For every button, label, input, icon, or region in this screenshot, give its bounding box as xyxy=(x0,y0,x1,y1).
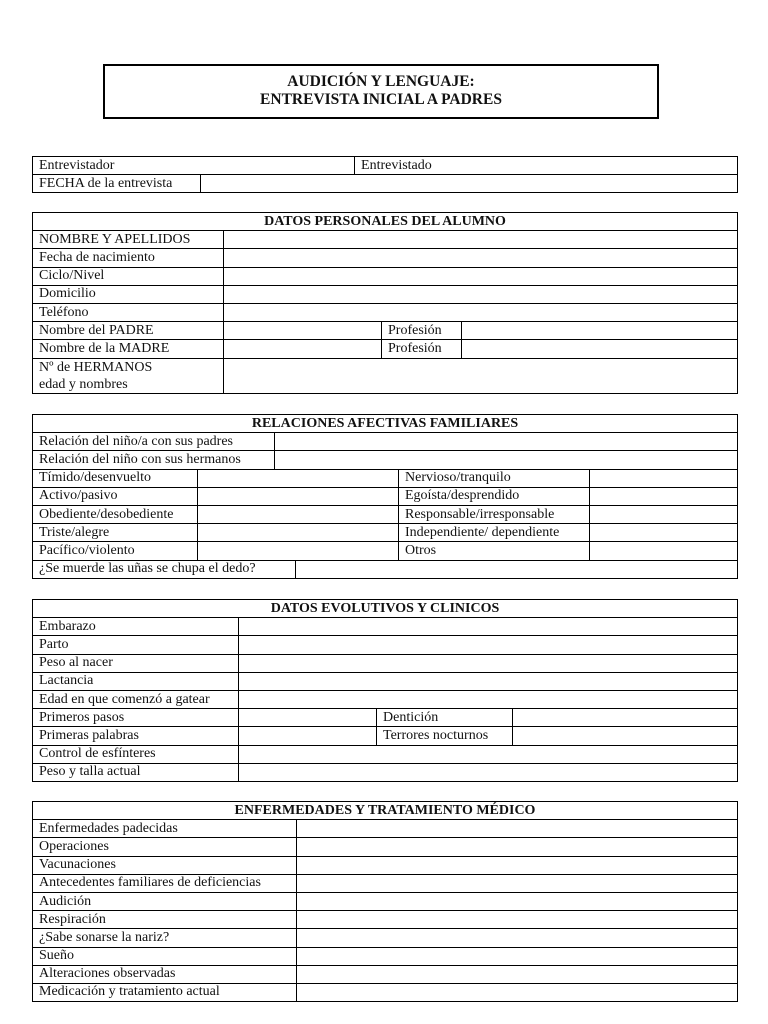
father-profession-field[interactable] xyxy=(462,322,738,340)
disease-row-label: Operaciones xyxy=(33,838,297,856)
mother-label: Nombre de la MADRE xyxy=(33,340,224,358)
trait-label-left: Triste/alegre xyxy=(33,524,198,542)
trait-field-left[interactable] xyxy=(198,524,399,542)
parents-relation-field[interactable] xyxy=(275,433,738,451)
evolution-table xyxy=(32,599,738,782)
cycle-field[interactable] xyxy=(224,267,738,285)
trait-label-right: Egoísta/desprendido xyxy=(399,487,590,505)
personal-heading: DATOS PERSONALES DEL ALUMNO xyxy=(33,213,738,231)
teething-field[interactable] xyxy=(513,709,738,727)
evolution-heading: DATOS EVOLUTIVOS Y CLINICOS xyxy=(33,600,738,618)
pregnancy-field[interactable] xyxy=(239,618,738,636)
trait-field-left[interactable] xyxy=(198,542,399,560)
disease-row-label: Audición xyxy=(33,892,297,910)
title-line-1: AUDICIÓN Y LENGUAJE: xyxy=(287,73,475,90)
disease-row-field[interactable] xyxy=(297,856,738,874)
interview-table xyxy=(32,156,738,193)
sphincter-label: Control de esfínteres xyxy=(33,745,239,763)
siblings-label xyxy=(33,358,224,393)
title-line-2: ENTREVISTA INICIAL A PADRES xyxy=(260,91,502,108)
mother-profession-label: Profesión xyxy=(382,340,462,358)
trait-label-left: Pacífico/violento xyxy=(33,542,198,560)
disease-row-field[interactable] xyxy=(297,892,738,910)
trait-field-right[interactable] xyxy=(590,505,738,523)
interviewer-field[interactable]: Entrevistador xyxy=(33,157,355,175)
trait-label-left: Activo/pasivo xyxy=(33,487,198,505)
phone-label: Teléfono xyxy=(33,303,224,321)
sphincter-field[interactable] xyxy=(239,745,738,763)
disease-row-label: Alteraciones observadas xyxy=(33,965,297,983)
first-words-label: Primeras palabras xyxy=(33,727,239,745)
disease-row-field[interactable] xyxy=(297,874,738,892)
disease-row-label: Medicación y tratamiento actual xyxy=(33,983,297,1001)
disease-row-label: Enfermedades padecidas xyxy=(33,820,297,838)
first-steps-label: Primeros pasos xyxy=(33,709,239,727)
trait-field-left[interactable] xyxy=(198,505,399,523)
disease-row-field[interactable] xyxy=(297,838,738,856)
trait-field-right[interactable] xyxy=(590,469,738,487)
night-terrors-label: Terrores nocturnos xyxy=(377,727,513,745)
trait-field-right[interactable] xyxy=(590,487,738,505)
father-label: Nombre del PADRE xyxy=(33,322,224,340)
disease-row-label: Respiración xyxy=(33,911,297,929)
diseases-table xyxy=(32,801,738,1002)
interviewee-field[interactable]: Entrevistado xyxy=(355,157,738,175)
lactation-field[interactable] xyxy=(239,672,738,690)
nails-field[interactable] xyxy=(296,560,738,578)
disease-row-field[interactable] xyxy=(297,965,738,983)
trait-label-right: Nervioso/tranquilo xyxy=(399,469,590,487)
lactation-label: Lactancia xyxy=(33,672,239,690)
teething-label: Dentición xyxy=(377,709,513,727)
current-size-field[interactable] xyxy=(239,763,738,781)
disease-row-field[interactable] xyxy=(297,820,738,838)
date-field[interactable] xyxy=(201,175,738,193)
first-steps-field[interactable] xyxy=(239,709,377,727)
siblings-label-line-2: edad y nombres xyxy=(39,376,128,392)
disease-row-field[interactable] xyxy=(297,929,738,947)
father-field[interactable] xyxy=(224,322,382,340)
trait-label-right: Responsable/irresponsable xyxy=(399,505,590,523)
childbirth-label: Parto xyxy=(33,636,239,654)
crawl-label: Edad en que comenzó a gatear xyxy=(33,690,239,708)
birthdate-label: Fecha de nacimiento xyxy=(33,249,224,267)
siblings-relation-field[interactable] xyxy=(275,451,738,469)
relations-table xyxy=(32,414,738,579)
title-box xyxy=(103,64,659,119)
parents-relation-label: Relación del niño/a con sus padres xyxy=(33,433,275,451)
trait-label-left: Obediente/desobediente xyxy=(33,505,198,523)
disease-row-field[interactable] xyxy=(297,911,738,929)
relations-heading: RELACIONES AFECTIVAS FAMILIARES xyxy=(33,415,738,433)
disease-row-label: ¿Sabe sonarse la nariz? xyxy=(33,929,297,947)
night-terrors-field[interactable] xyxy=(513,727,738,745)
crawl-field[interactable] xyxy=(239,690,738,708)
date-label: FECHA de la entrevista xyxy=(33,175,201,193)
trait-field-right[interactable] xyxy=(590,524,738,542)
birthdate-field[interactable] xyxy=(224,249,738,267)
siblings-relation-label: Relación del niño con sus hermanos xyxy=(33,451,275,469)
disease-row-label: Sueño xyxy=(33,947,297,965)
personal-data-table xyxy=(32,212,738,394)
trait-field-right[interactable] xyxy=(590,542,738,560)
siblings-label-line-1: Nº de HERMANOS xyxy=(39,359,153,375)
trait-label-left: Tímido/desenvuelto xyxy=(33,469,198,487)
nails-label: ¿Se muerde las uñas se chupa el dedo? xyxy=(33,560,296,578)
siblings-field[interactable] xyxy=(224,358,738,393)
name-field[interactable] xyxy=(224,231,738,249)
disease-row-label: Antecedentes familiares de deficiencias xyxy=(33,874,297,892)
disease-row-field[interactable] xyxy=(297,947,738,965)
phone-field[interactable] xyxy=(224,303,738,321)
pregnancy-label: Embarazo xyxy=(33,618,239,636)
disease-row-label: Vacunaciones xyxy=(33,856,297,874)
birth-weight-label: Peso al nacer xyxy=(33,654,239,672)
father-profession-label: Profesión xyxy=(382,322,462,340)
birth-weight-field[interactable] xyxy=(239,654,738,672)
name-label: NOMBRE Y APELLIDOS xyxy=(33,231,224,249)
current-size-label: Peso y talla actual xyxy=(33,763,239,781)
cycle-label: Ciclo/Nivel xyxy=(33,267,224,285)
first-words-field[interactable] xyxy=(239,727,377,745)
address-field[interactable] xyxy=(224,285,738,303)
mother-profession-field[interactable] xyxy=(462,340,738,358)
disease-row-field[interactable] xyxy=(297,983,738,1001)
trait-field-left[interactable] xyxy=(198,487,399,505)
diseases-heading: ENFERMEDADES Y TRATAMIENTO MÉDICO xyxy=(33,802,738,820)
trait-field-left[interactable] xyxy=(198,469,399,487)
trait-label-right: Otros xyxy=(399,542,590,560)
trait-label-right: Independiente/ dependiente xyxy=(399,524,590,542)
childbirth-field[interactable] xyxy=(239,636,738,654)
address-label: Domicilio xyxy=(33,285,224,303)
mother-field[interactable] xyxy=(224,340,382,358)
